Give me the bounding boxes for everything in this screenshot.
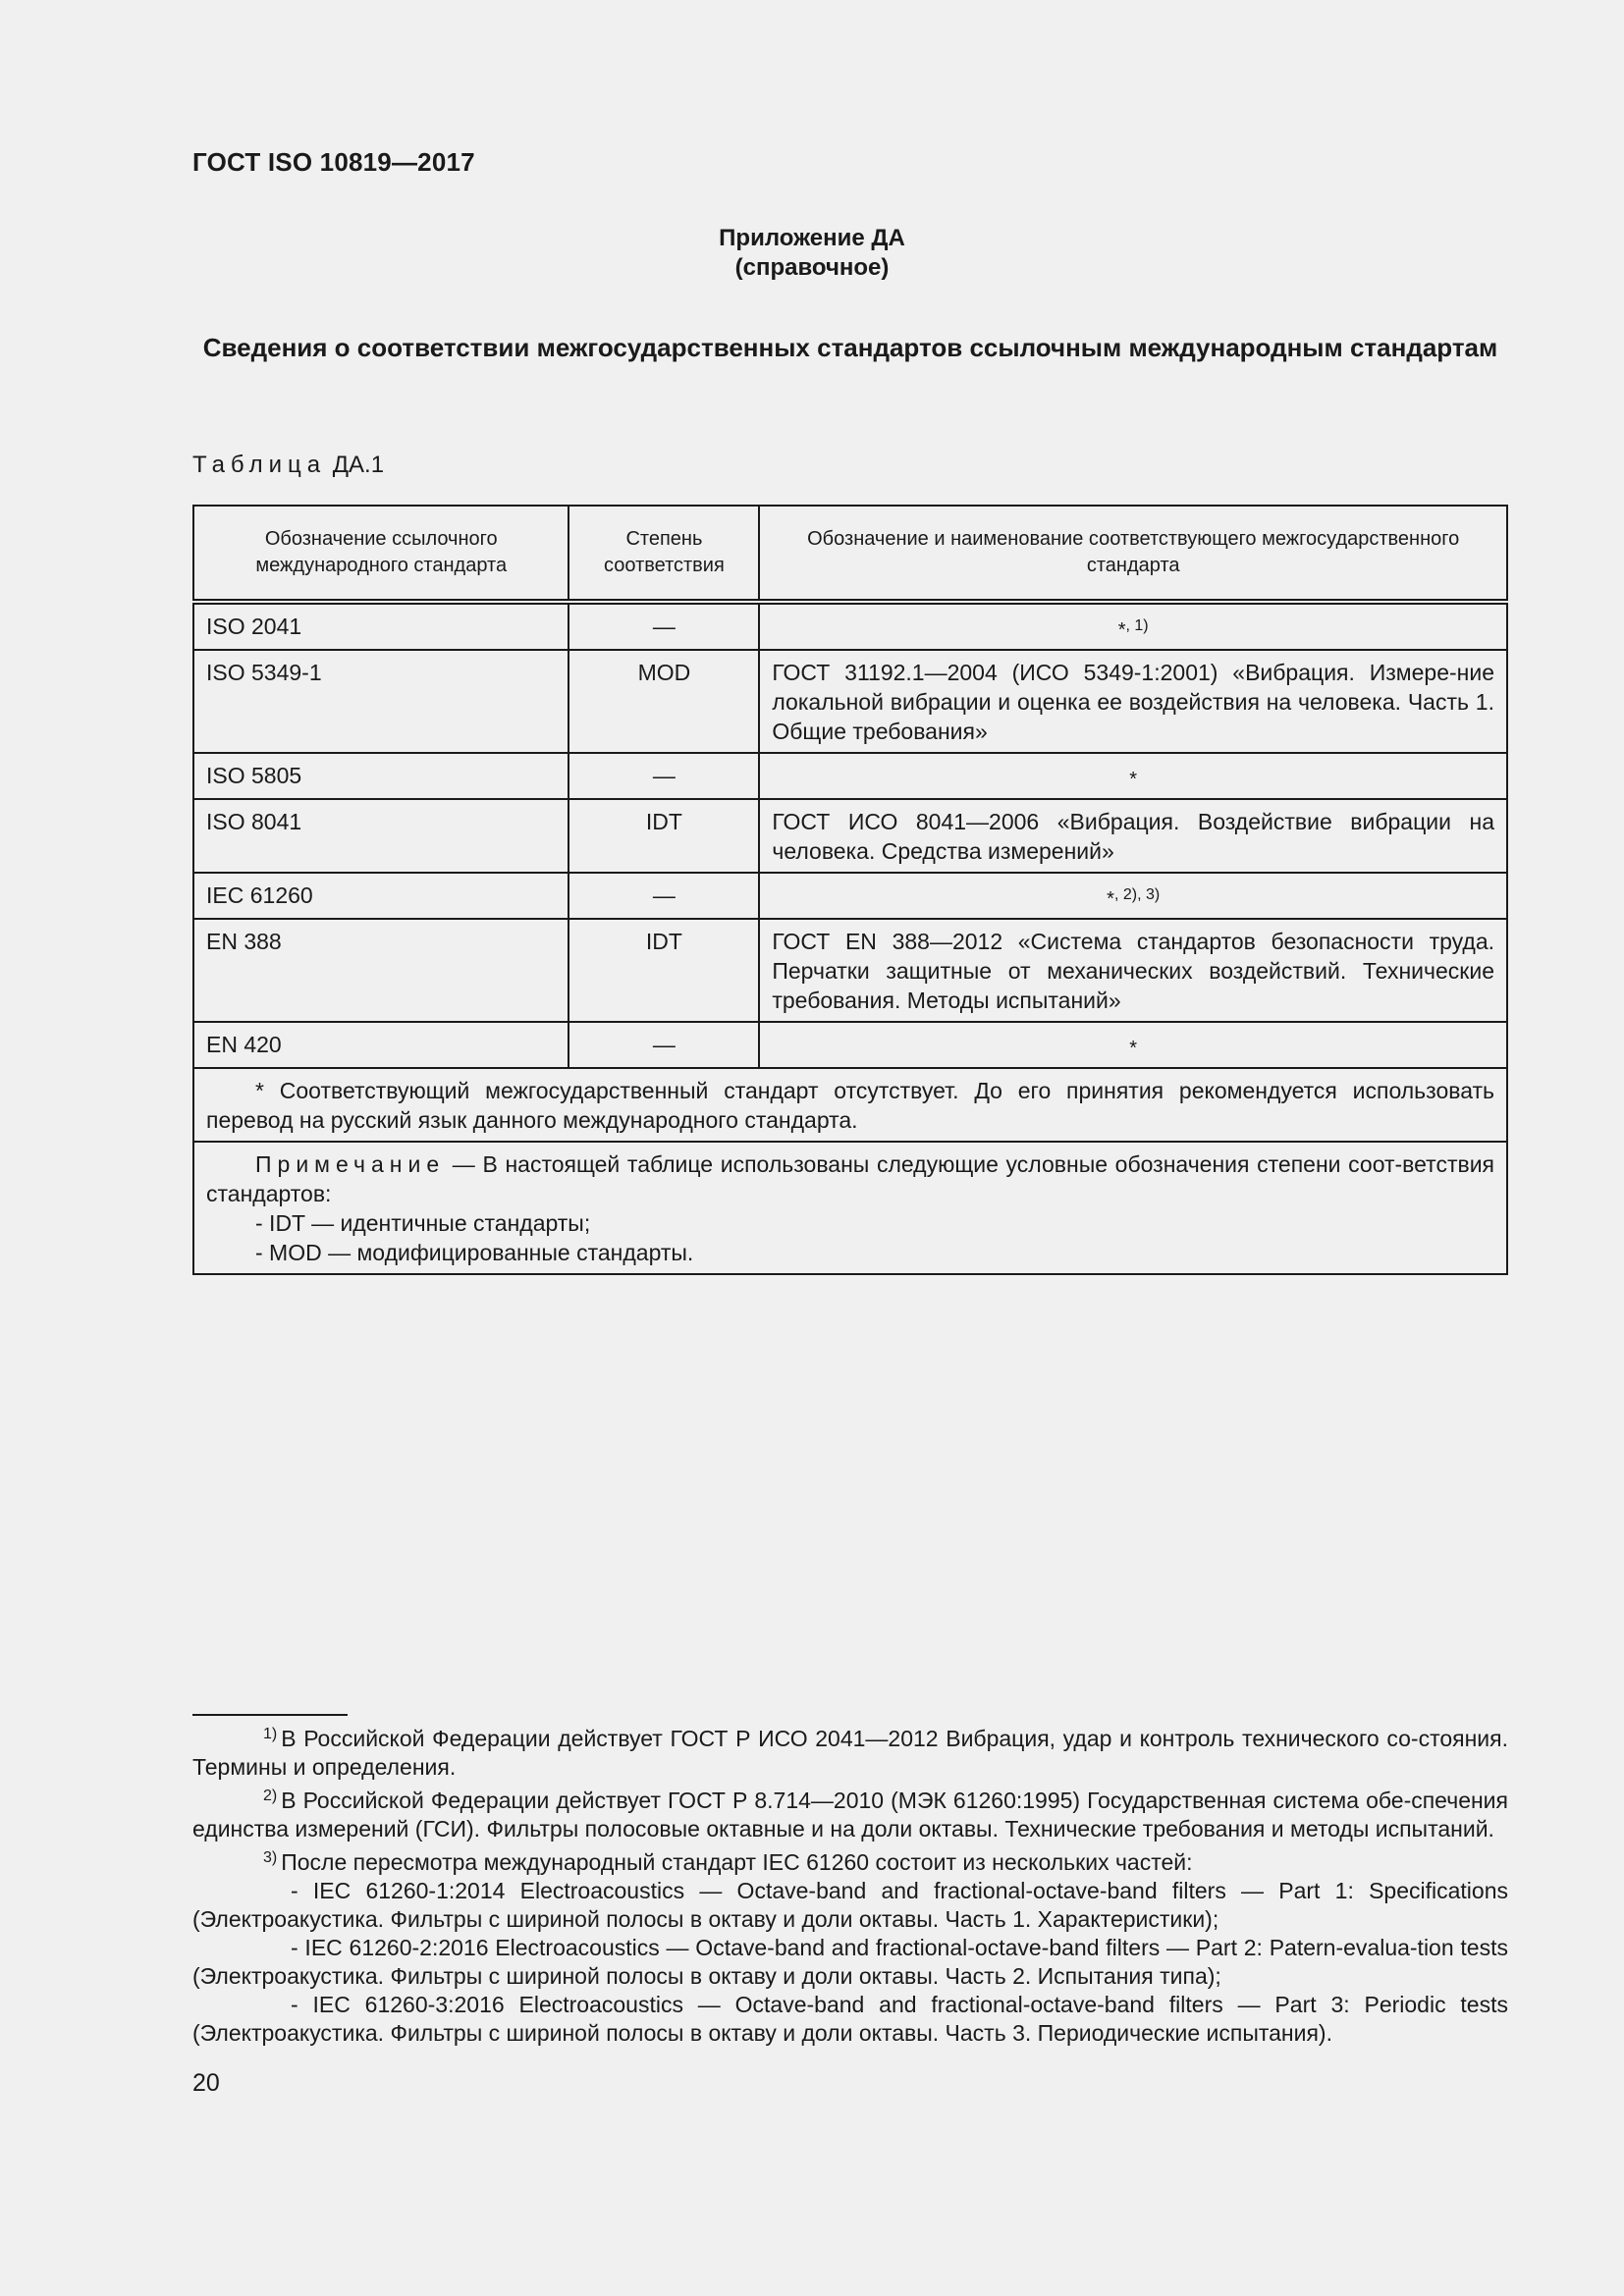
footnotes xyxy=(192,1720,1508,2048)
table-label-number: ДА.1 xyxy=(332,452,385,478)
footnote-text: В Российской Федерации действует ГОСТ Р 8.714—2010 (МЭК 61260:1995) Государственная система обе-спечения единства измерений (ГСИ). Фильтры полосовые октавные и на доли октавы. Технические требования и методы испытаний. xyxy=(192,1788,1508,1842)
star-mark: * xyxy=(1117,619,1126,641)
note-paragraph xyxy=(206,1149,1494,1208)
note-text: — В настоящей таблице использованы следующие условные обозначения степени соот-ветствия стандартов: xyxy=(206,1151,1494,1206)
cell-standard: ГОСТ ИСО 8041—2006 «Вибрация. Воздействие вибрации на человека. Средства измерений» xyxy=(759,799,1507,873)
cell-degree: — xyxy=(568,1022,759,1068)
table-label-word: Таблица xyxy=(192,452,327,478)
cell-degree: IDT xyxy=(568,919,759,1022)
note-label: Примечание xyxy=(255,1151,446,1177)
cell-reference: EN 388 xyxy=(193,919,568,1022)
cell-degree: — xyxy=(568,873,759,919)
cell-degree: — xyxy=(568,753,759,799)
appendix-subtitle: (справочное) xyxy=(734,254,890,281)
cell-reference: IEC 61260 xyxy=(193,873,568,919)
table-note xyxy=(193,1142,1507,1274)
appendix-header xyxy=(0,224,1624,283)
cell-standard xyxy=(759,1022,1507,1068)
table-row xyxy=(193,873,1507,919)
cell-degree: MOD xyxy=(568,650,759,753)
table-row xyxy=(193,753,1507,799)
cell-degree: IDT xyxy=(568,799,759,873)
table-label xyxy=(192,452,384,479)
footnote-3-item-1: - IEC 61260-1:2014 Electroacoustics — Octave-band and fractional-octave-band filters — Part 1: Specifications (Электроакустика. Фильтры с шириной полосы в октаву и доли октавы. Часть 1. Характеристики); xyxy=(192,1878,1508,1932)
footnote-2 xyxy=(192,1782,1508,1843)
cell-standard xyxy=(759,873,1507,919)
footnote-ref: , 2), 3) xyxy=(1113,886,1161,903)
footnote-separator xyxy=(192,1714,348,1716)
footnote-1 xyxy=(192,1720,1508,1782)
footnote-mark: 1) xyxy=(263,1726,278,1742)
footnote-3-item-2: - IEC 61260-2:2016 Electroacoustics — Octave-band and fractional-octave-band filters — Part 2: Patern-evalua-tion tests (Электроакустика. Фильтры с шириной полосы в октаву и доли октавы. Часть 2. Испытания типа); xyxy=(192,1935,1508,1989)
correspondence-table xyxy=(192,505,1508,1275)
footnote-ref: , 1) xyxy=(1125,617,1149,634)
star-mark: * xyxy=(1129,1038,1138,1059)
cell-reference: EN 420 xyxy=(193,1022,568,1068)
footnote-3 xyxy=(192,1843,1508,1877)
note-item-idt: - IDT — идентичные стандарты; xyxy=(255,1210,591,1236)
footnote-text: В Российской Федерации действует ГОСТ Р ИСО 2041—2012 Вибрация, удар и контроль технического со-стояния. Термины и определения. xyxy=(192,1726,1508,1780)
cell-reference: ISO 5349-1 xyxy=(193,650,568,753)
footnote-3-item-3: - IEC 61260-3:2016 Electroacoustics — Octave-band and fractional-octave-band filters — Part 3: Periodic tests (Электроакустика. Фильтры с шириной полосы в октаву и доли октавы. Часть 3. Периодические испытания). xyxy=(192,1992,1508,2046)
cell-standard: ГОСТ 31192.1—2004 (ИСО 5349-1:2001) «Вибрация. Измере-ние локальной вибрации и оценка ее воздействия на человека. Часть 1. Общие требования» xyxy=(759,650,1507,753)
table-header-row xyxy=(193,506,1507,602)
cell-reference: ISO 2041 xyxy=(193,602,568,650)
header-reference-standard: Обозначение ссылочного международного стандарта xyxy=(193,506,568,602)
header-interstate-standard: Обозначение и наименование соответствующего межгосударственного стандарта xyxy=(759,506,1507,602)
footnote-text: После пересмотра международный стандарт IEC 61260 состоит из нескольких частей: xyxy=(281,1849,1193,1875)
table-row xyxy=(193,919,1507,1022)
cell-standard: ГОСТ EN 388—2012 «Система стандартов безопасности труда. Перчатки защитные от механических воздействий. Технические требования. Методы испытаний» xyxy=(759,919,1507,1022)
cell-standard xyxy=(759,602,1507,650)
table-note-row xyxy=(193,1142,1507,1274)
table-row xyxy=(193,799,1507,873)
table-footnote-row xyxy=(193,1068,1507,1142)
header-degree: Степень соответствия xyxy=(568,506,759,602)
cell-reference: ISO 5805 xyxy=(193,753,568,799)
table-row xyxy=(193,650,1507,753)
table-footnote xyxy=(193,1068,1507,1142)
appendix-title: Приложение ДА xyxy=(719,225,905,251)
document-id: ГОСТ ISO 10819—2017 xyxy=(192,147,475,177)
star-mark: * xyxy=(1107,888,1114,910)
table-row xyxy=(193,602,1507,650)
footnote-mark: 3) xyxy=(263,1849,278,1866)
table-row xyxy=(193,1022,1507,1068)
cell-degree: — xyxy=(568,602,759,650)
cell-reference: ISO 8041 xyxy=(193,799,568,873)
page-number: 20 xyxy=(192,2069,220,2097)
footnote-mark: 2) xyxy=(263,1788,278,1804)
star-mark: * xyxy=(1129,769,1138,790)
cell-standard xyxy=(759,753,1507,799)
table-footnote-text: * Соответствующий межгосударственный стандарт отсутствует. До его принятия рекомендуется использовать перевод на русский язык данного международного стандарта. xyxy=(206,1078,1494,1133)
note-item-mod: - MOD — модифицированные стандарты. xyxy=(255,1240,694,1265)
section-heading: Сведения о соответствии межгосударственных стандартов ссылочным международным стандартам xyxy=(202,333,1498,362)
